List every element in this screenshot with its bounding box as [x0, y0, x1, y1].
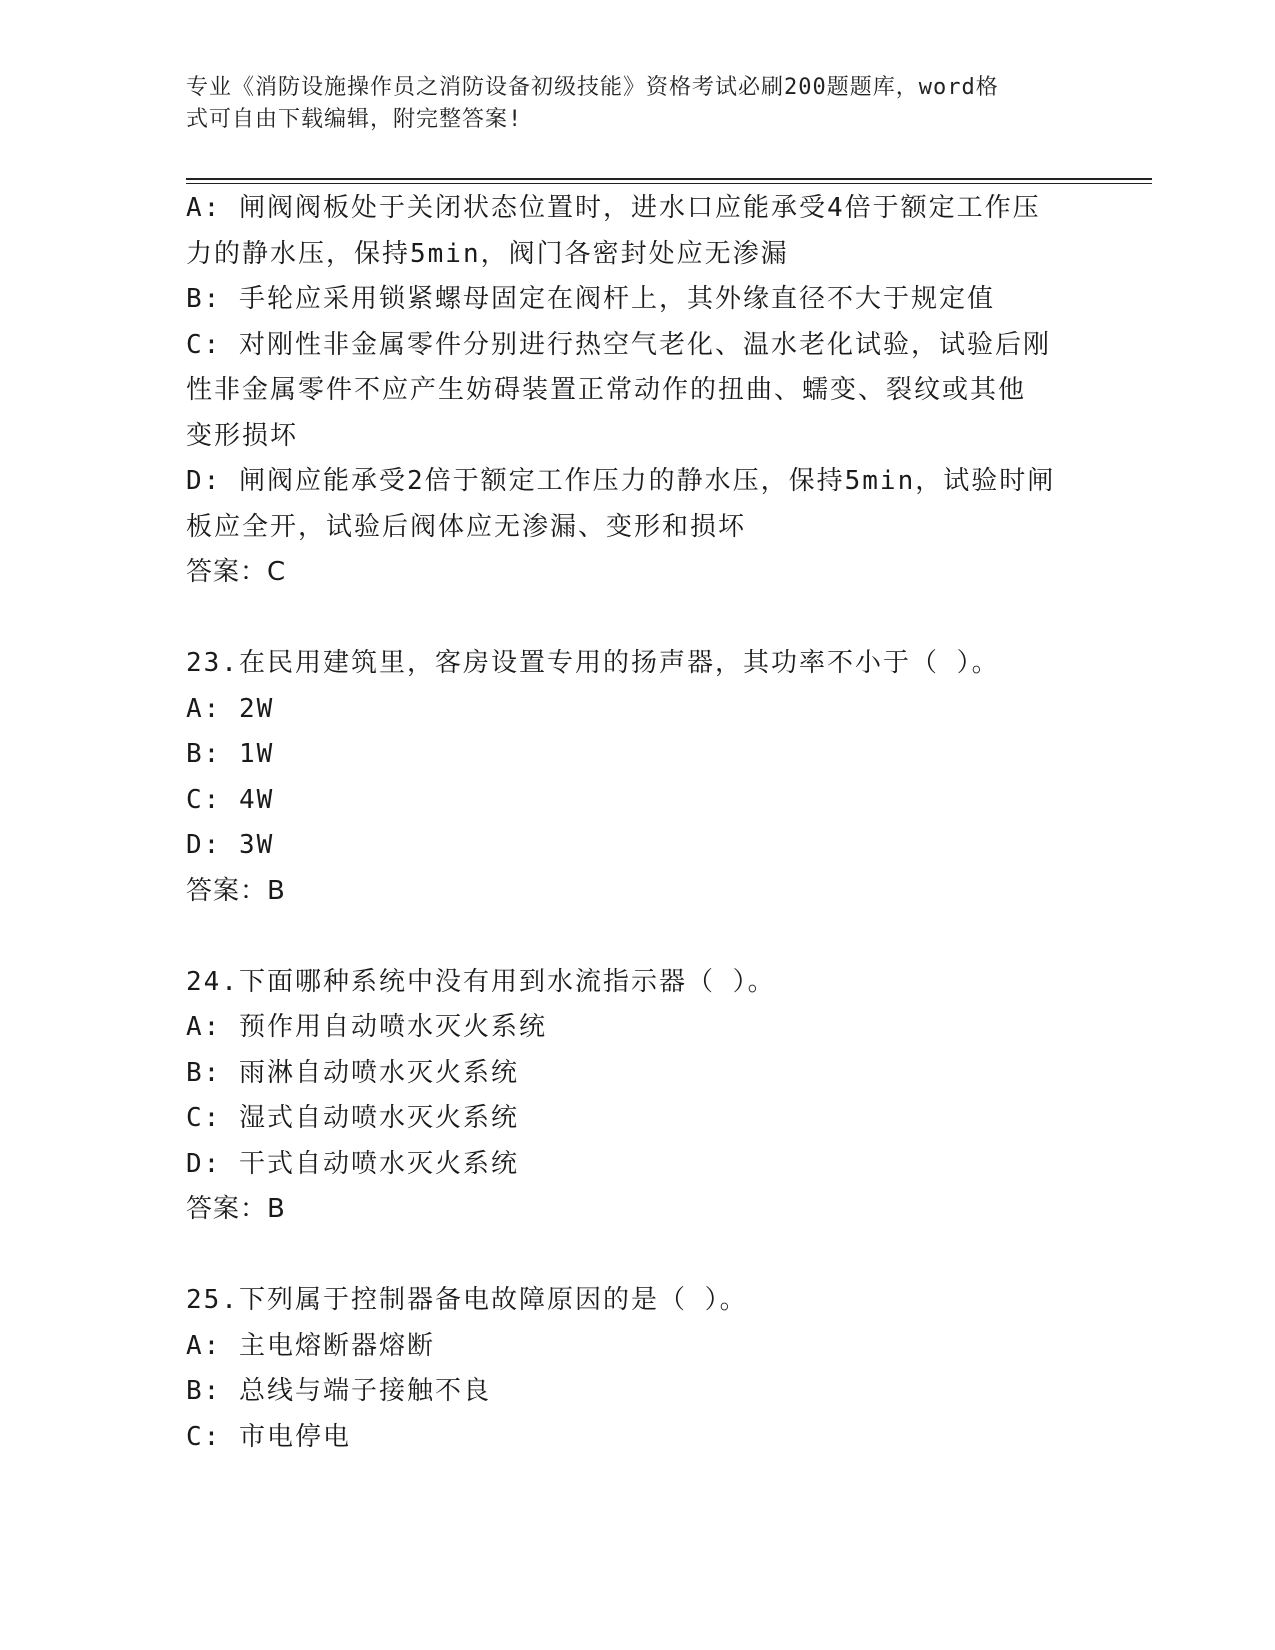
option-c-line-2: 性非金属零件不应产生妨碍装置正常动作的扭曲、蠕变、裂纹或其他 — [186, 375, 1027, 405]
answer-24: 答案：B — [186, 1194, 286, 1224]
option-b: B: 总线与端子接触不良 — [186, 1376, 491, 1406]
option-c-line-1: C: 对刚性非金属零件分别进行热空气老化、温水老化试验，试验后刚 — [186, 329, 1051, 360]
document-header — [186, 72, 1066, 136]
question-23 — [186, 641, 1086, 914]
question-24 — [186, 960, 1086, 1233]
option-d: D: 3W — [186, 830, 275, 860]
question-24-text: 24.下面哪种系统中没有用到水流指示器（ ）。 — [186, 966, 776, 997]
header-line-1: 专业《消防设施操作员之消防设备初级技能》资格考试必刷200题题库，word格 — [186, 75, 999, 100]
question-content — [186, 186, 1086, 1460]
question-25-text: 25.下列属于控制器备电故障原因的是（ ）。 — [186, 1285, 748, 1315]
question-23-text: 23.在民用建筑里，客房设置专用的扬声器，其功率不小于（ ）。 — [186, 648, 1000, 678]
option-a: A: 2W — [186, 693, 275, 724]
option-b: B: 手轮应采用锁紧螺母固定在阀杆上，其外缘直径不大于规定值 — [186, 284, 995, 314]
option-d: D: 干式自动喷水灭火系统 — [186, 1148, 519, 1179]
option-c: C: 市电停电 — [186, 1421, 351, 1452]
question-25 — [186, 1278, 1086, 1460]
header-line-2: 式可自由下载编辑，附完整答案! — [186, 107, 523, 132]
option-c: C: 湿式自动喷水灭火系统 — [186, 1103, 519, 1133]
spacer — [186, 1233, 1086, 1279]
option-b: B: 雨淋自动喷水灭火系统 — [186, 1057, 519, 1088]
option-a-line-2: 力的静水压，保持5min，阀门各密封处应无渗漏 — [186, 238, 789, 269]
spacer — [186, 914, 1086, 960]
option-b: B: 1W — [186, 739, 275, 769]
option-a-line-1: A: 闸阀阀板处于关闭状态位置时，进水口应能承受4倍于额定工作压 — [186, 193, 1041, 223]
header-rule-thick — [186, 178, 1152, 180]
option-c: C: 4W — [186, 784, 275, 815]
option-d-line-1: D: 闸阀应能承受2倍于额定工作压力的静水压，保持5min，试验时闸 — [186, 466, 1056, 496]
spacer — [186, 596, 1086, 642]
option-a: A: 主电熔断器熔断 — [186, 1330, 435, 1361]
option-c-line-3: 变形损坏 — [186, 420, 299, 451]
option-d-line-2: 板应全开，试验后阀体应无渗漏、变形和损坏 — [186, 511, 747, 542]
question-22-options — [186, 186, 1086, 596]
answer-22: 答案：C — [186, 557, 287, 587]
answer-23: 答案：B — [186, 875, 286, 906]
option-a: A: 预作用自动喷水灭火系统 — [186, 1012, 547, 1042]
header-rule-thin — [186, 183, 1152, 184]
